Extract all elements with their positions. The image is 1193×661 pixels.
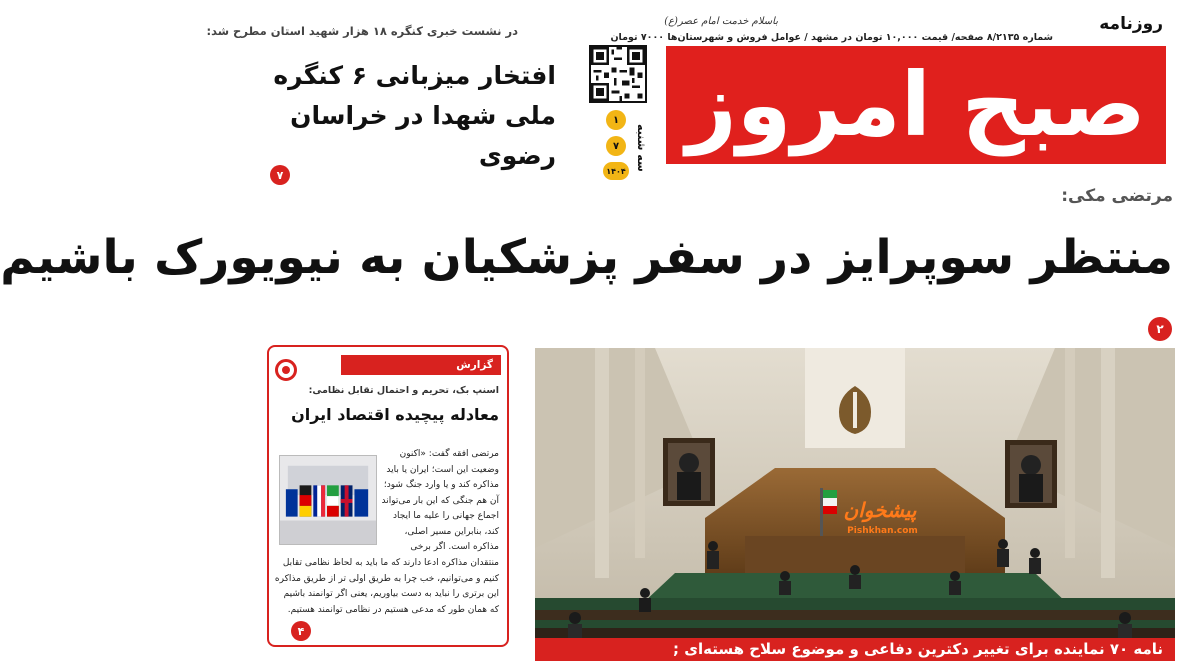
main-story-page-badge[interactable]: ۲ bbox=[1148, 317, 1172, 341]
side-story-kicker: در نشست خبری کنگره ۱۸ هزار شهید استان مطرح شد: bbox=[206, 24, 518, 38]
side-story-page-badge[interactable]: ۷ bbox=[270, 165, 290, 185]
photo-caption[interactable]: نامه ۷۰ نماینده برای تغییر دکترین دفاعی و موضوع سلاح هسته‌ای ; bbox=[535, 638, 1175, 661]
date-month: ۷ bbox=[606, 136, 626, 156]
report-box bbox=[267, 345, 509, 647]
masthead-logo: صبح امروز bbox=[686, 53, 1146, 156]
date-weekday: سه شنبه bbox=[635, 124, 648, 172]
main-headline[interactable]: منتظر سوپرایز در سفر پزشکیان به نیویورک باشیم bbox=[0, 230, 1173, 285]
report-tab: گزارش bbox=[341, 355, 501, 375]
report-flags-image bbox=[279, 455, 377, 545]
side-story-title[interactable]: افتخار میزبانی ۶ کنگره ملی شهدا در خراسان رضوی bbox=[273, 61, 556, 170]
dedication-text: باسلام خدمت امام عصر(ع) bbox=[664, 16, 778, 27]
parliament-photo bbox=[535, 348, 1175, 661]
report-kicker: اسنپ بک، تحریم و احتمال تقابل نظامی: bbox=[308, 385, 499, 396]
report-title[interactable]: معادله پیچیده اقتصاد ایران bbox=[291, 405, 499, 424]
main-story-kicker: مرتضی مکی: bbox=[1061, 186, 1173, 206]
date-year: ۱۴۰۴ bbox=[603, 162, 629, 180]
issue-date bbox=[598, 108, 658, 188]
date-day: ۱ bbox=[606, 110, 626, 130]
report-bullet-icon bbox=[275, 359, 297, 381]
report-page-badge[interactable]: ۴ bbox=[291, 621, 311, 641]
issue-info: شماره ۸/۲۱۳۵ صفحه/ قیمت ۱۰,۰۰۰ تومان در مشهد / عوامل فروش و شهرستان‌ها ۷۰۰۰ تومان bbox=[610, 32, 1053, 43]
report-body-top: مرتضی افقه گفت: «اکنون وضعیت این است؛ ایران یا باید مذاکره کند و یا وارد جنگ شود؛ آن هم جنگی که این بار می‌تواند اجماع جهانی را علیه ما ایجاد کند، بنابراین مسیر اصلی، مذاکره است. اگر برخی bbox=[381, 449, 499, 552]
paper-type-label: روزنامه bbox=[1099, 14, 1163, 34]
report-body-bottom: منتقدان مذاکره ادعا دارند که ما باید به لحاظ نظامی تقابل کنیم و می‌توانیم، خب چرا به طریق اولی تر از طریق مذاکره این برتری را نباید به دست بیاوریم، یعنی اگر توانمند باشیم که همان طور که مدعی هستیم در نظامی توانمند هستیم. bbox=[274, 558, 499, 615]
photo-watermark: پیشخوان bbox=[843, 498, 917, 522]
qr-code-icon bbox=[589, 45, 647, 103]
photo-watermark-url: Pishkhan.com bbox=[847, 526, 918, 536]
